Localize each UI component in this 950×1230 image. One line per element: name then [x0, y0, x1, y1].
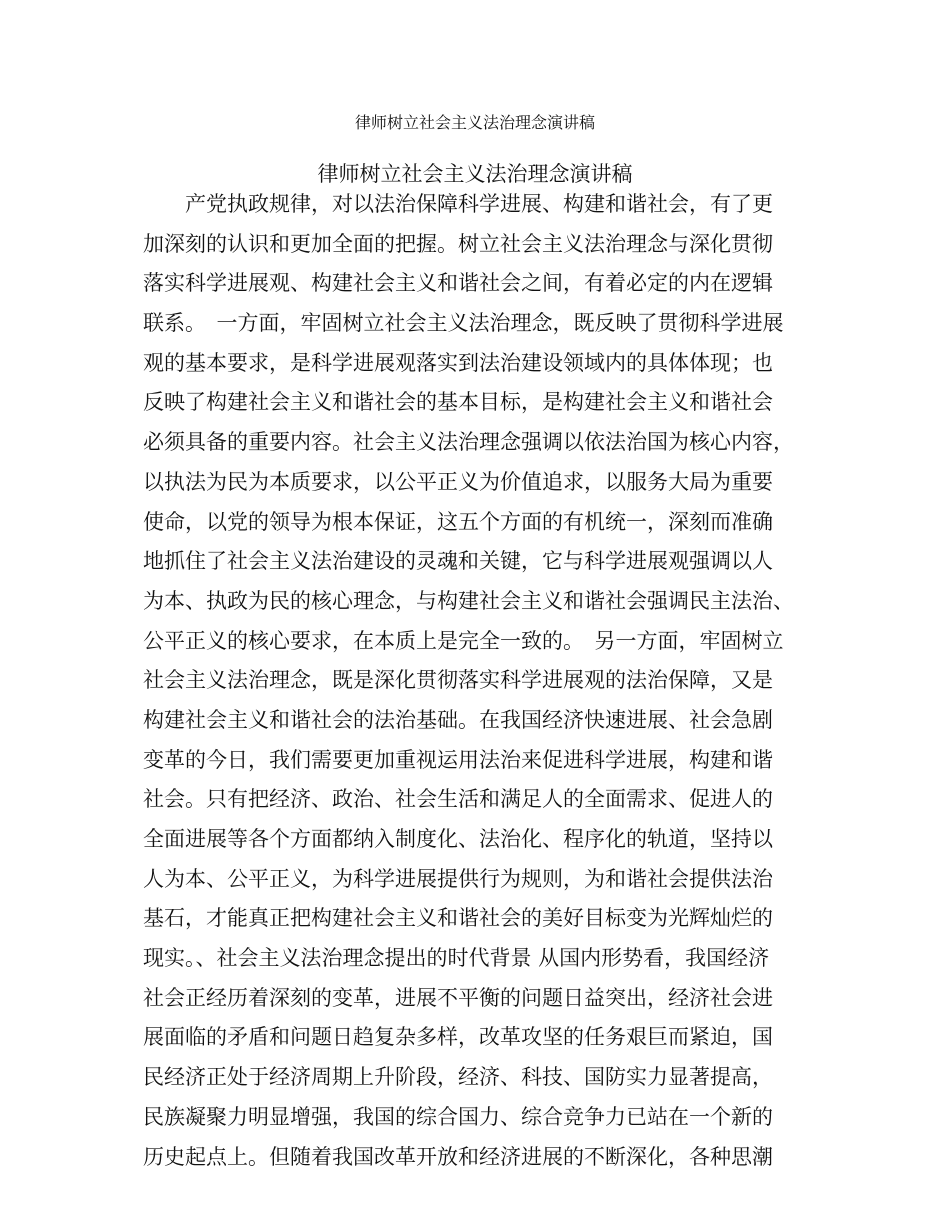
body-line: 变革的今日，我们需要更加重视运用法治来促进科学进展，构建和谐 — [143, 747, 773, 772]
body-line: 必须具备的重要内容。社会主义法治理念强调以依法治国为核心内容， — [143, 430, 794, 455]
page-header: 律师树立社会主义法治理念演讲稿 — [354, 113, 595, 132]
body-line: 社会正经历着深刻的变革，进展不平衡的问题日益突出，经济社会进 — [143, 985, 773, 1010]
body-line: 社会。只有把经济、政治、社会生活和满足人的全面需求、促进人的 — [143, 787, 773, 812]
body-line: 人为本、公平正义，为科学进展提供行为规则，为和谐社会提供法治 — [143, 866, 773, 891]
body-line: 为本、执政为民的核心理念，与构建社会主义和谐社会强调民主法治、 — [143, 588, 794, 613]
body-line: 现实。、社会主义法治理念提出的时代背景 从国内形势看，我国经济 — [143, 946, 770, 971]
body-line: 公平正义的核心要求，在本质上是完全一致的。 另一方面，牢固树立 — [143, 628, 784, 653]
body-line: 反映了构建社会主义和谐社会的基本目标，是构建社会主义和谐社会 — [143, 390, 773, 415]
body-line: 落实科学进展观、构建社会主义和谐社会之间，有着必定的内在逻辑 — [143, 271, 773, 296]
document-title: 律师树立社会主义法治理念演讲稿 — [317, 162, 633, 186]
body-line: 民族凝聚力明显增强，我国的综合国力、综合竞争力已站在一个新的 — [143, 1104, 773, 1129]
body-line: 产党执政规律，对以法治保障科学进展、构建和谐社会，有了更 — [143, 192, 773, 216]
body-line: 构建社会主义和谐社会的法治基础。在我国经济快速进展、社会急剧 — [143, 707, 773, 732]
body-line: 联系。 一方面，牢固树立社会主义法治理念，既反映了贯彻科学进展 — [143, 311, 784, 336]
body-line: 展面临的矛盾和问题日趋复杂多样，改革攻坚的任务艰巨而紧迫，国 — [143, 1025, 773, 1050]
body-line: 社会主义法治理念，既是深化贯彻落实科学进展观的法治保障，又是 — [143, 668, 773, 693]
body-line: 历史起点上。但随着我国改革开放和经济进展的不断深化，各种思潮 — [143, 1144, 773, 1169]
body-line: 以执法为民为本质要求，以公平正义为价值追求，以服务大局为重要 — [143, 469, 773, 494]
body-line: 加深刻的认识和更加全面的把握。树立社会主义法治理念与深化贯彻 — [143, 231, 773, 256]
body-line: 地抓住了社会主义法治建设的灵魂和关键，它与科学进展观强调以人 — [143, 549, 773, 574]
body-line: 使命，以党的领导为根本保证，这五个方面的有机统一，深刻而准确 — [143, 509, 773, 534]
body-line: 全面进展等各个方面都纳入制度化、法治化、程序化的轨道，坚持以 — [143, 827, 773, 851]
document-body — [143, 185, 807, 1177]
body-line: 基石，才能真正把构建社会主义和谐社会的美好目标变为光辉灿烂的 — [143, 906, 773, 931]
body-line: 观的基本要求，是科学进展观落实到法治建设领域内的具体体现；也 — [143, 350, 773, 375]
body-line: 民经济正处于经济周期上升阶段，经济、科技、国防实力显著提高， — [143, 1065, 773, 1090]
